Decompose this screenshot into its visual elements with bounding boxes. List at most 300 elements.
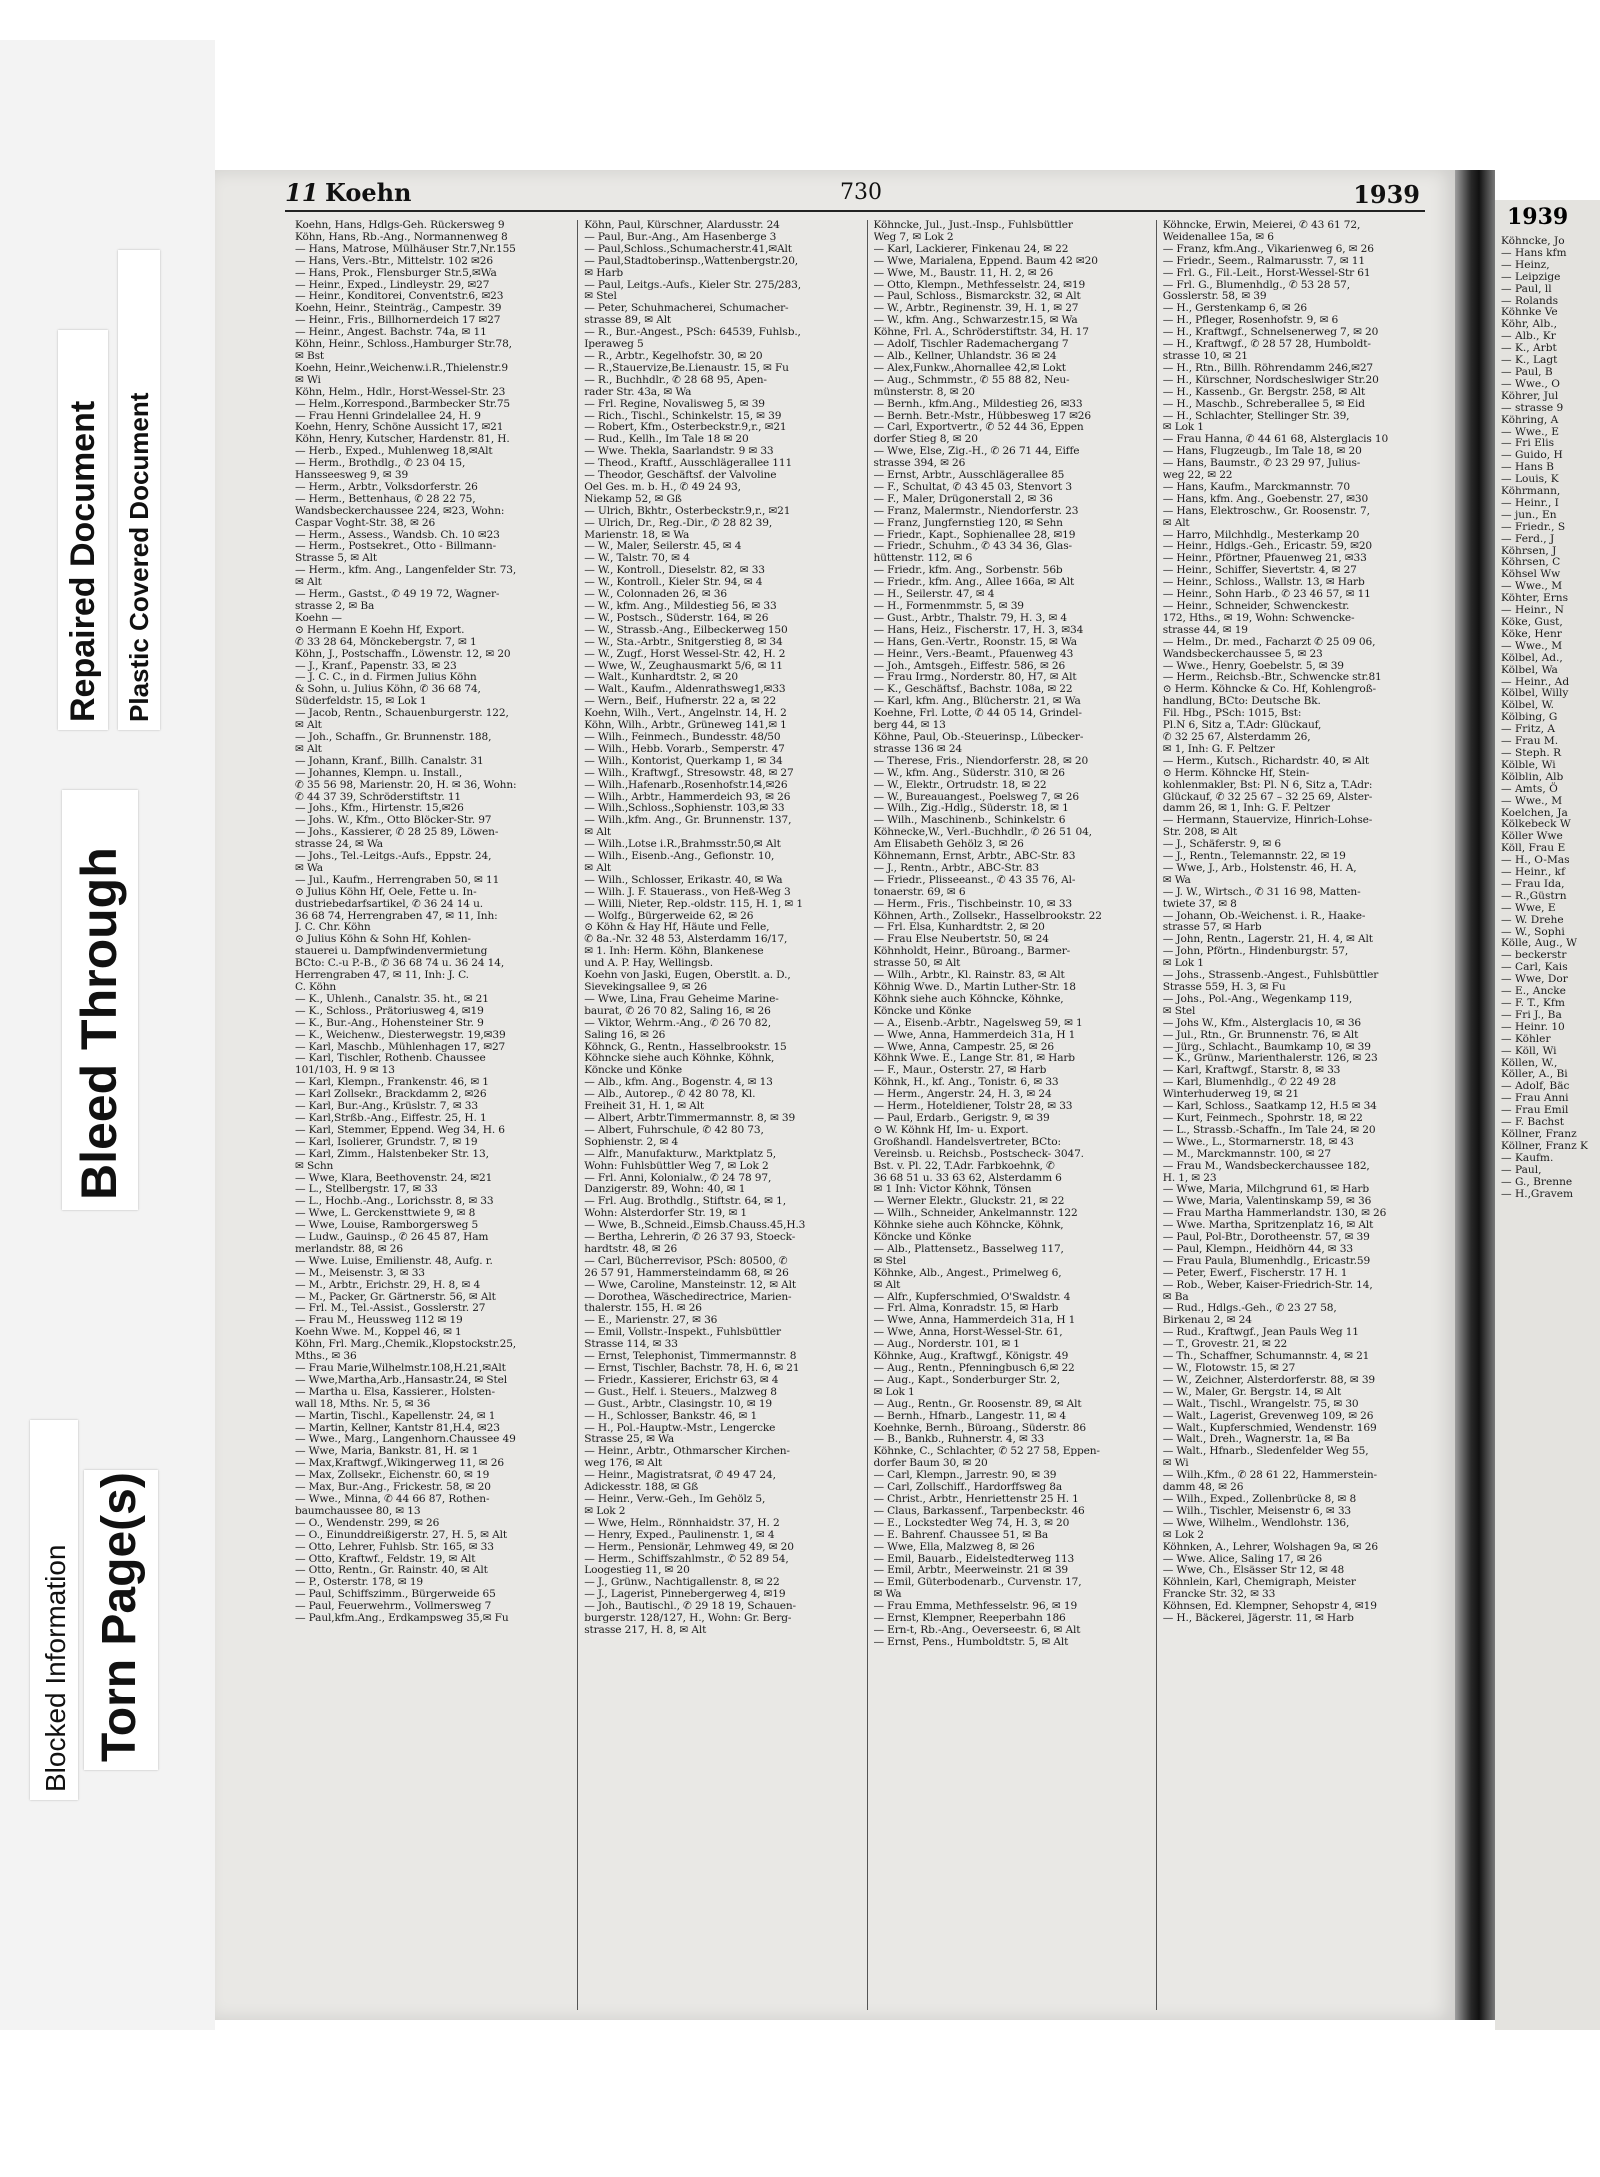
directory-entry: — Carl, Zollschiff., Hardorffsweg 8a xyxy=(873,1482,1062,1494)
directory-entry: — Heinr., Schneider, Schwenckestr. xyxy=(1162,601,1350,612)
directory-entry: — M., Arbtr., Erichstr. 29, H. 8, ✉ 4 xyxy=(295,1279,481,1291)
directory-entry: Pl.N 6, Sitz a, T.Adr: Glückauf, xyxy=(1162,720,1322,732)
directory-entry: ✉ Wi xyxy=(1162,1458,1189,1470)
directory-entry: — Heinr., Exped., Lindleystr. 29, ✉27 xyxy=(295,279,490,291)
directory-entry: — Karl, Kraftwgf., Starstr. 8, ✉ 33 xyxy=(1162,1065,1341,1077)
directory-entry: Koehn — xyxy=(295,612,342,624)
directory-entry: — Wilh., Schlosser, Erikastr. 40, ✉ Wa xyxy=(584,874,783,886)
directory-entry: — Paul, Bur.-Ang., Am Hasenberge 3 xyxy=(584,231,777,243)
directory-entry: — Wwe., Henry, Goebelstr. 5, ✉ 39 xyxy=(1162,660,1344,672)
directory-entry: Caspar Voght-Str. 38, ✉ 26 xyxy=(295,517,436,529)
directory-entry: — J., Rentn., Telemannstr. 22, ✉ 19 xyxy=(1162,851,1346,863)
directory-entry: — Paul, Schloss., Bismarckstr. 32, ✉ Alt xyxy=(873,291,1081,303)
directory-entry: Winterhuderweg 19, ✉ 21 xyxy=(1162,1089,1299,1101)
directory-entry: — Paul,Stadtoberinsp.,Wattenbergstr.20, xyxy=(584,255,799,267)
directory-entry: — Hans, Kaufm., Marckmannstr. 70 xyxy=(1162,481,1350,493)
directory-entry: ⊙ Köhn & Hay Hf, Häute und Felle, xyxy=(584,922,770,934)
directory-entry: — Frau Irmg., Norderstr. 80, H7, ✉ Alt xyxy=(873,672,1077,684)
directory-entry: ✉ Wi xyxy=(295,374,321,386)
directory-entry: — Hans, kfm. Ang., Goebenstr. 27, ✉30 xyxy=(1162,493,1369,505)
directory-entry: ✉ 1. Inh: Herm. Köhn, Blankenese xyxy=(584,946,764,958)
facing-page-entry: — Wwe, Dor xyxy=(1501,973,1568,986)
directory-entry: — Willi, Nieter, Rep.-oldstr. 115, H. 1, ✉ 1 xyxy=(584,898,803,910)
directory-entry: — J., Lagerist, Pinnebergerweg 4, ✉19 xyxy=(584,1589,786,1601)
directory-entry: — Johs., Tel.-Leitgs.-Aufs., Eppstr. 24, xyxy=(295,851,492,863)
facing-page-entry: — Paul, ll xyxy=(1501,282,1552,295)
directory-entry: — Rob., Weber, Kaiser-Friedrich-Str. 14, xyxy=(1162,1279,1373,1291)
directory-entry: — H., Kraftwgf., ✆ 28 57 28, Humboldt- xyxy=(1162,339,1371,351)
directory-entry: ✉ Wa xyxy=(295,862,323,874)
directory-entry: Strasse 25, ✉ Wa xyxy=(584,1434,674,1446)
directory-entry: — Emil, Arbtr., Meerweinstr. 21 ✉ 39 xyxy=(873,1565,1069,1577)
directory-entry: — F., Schultat, ✆ 43 45 03, Stenvort 3 xyxy=(873,481,1072,493)
facing-page-entry: Kölle, Aug., W xyxy=(1501,937,1578,950)
directory-entry: — Wwe, Wilhelm., Wendlohstr. 136, xyxy=(1162,1517,1350,1529)
directory-entry: — Bertha, Lehrerin, ✆ 26 37 93, Stoeck- xyxy=(584,1232,796,1244)
directory-entry: Bst. v. Pl. 22, T.Adr. Farbkoehnk, ✆ xyxy=(873,1160,1055,1172)
directory-entry: ✉ Lok 1 xyxy=(1162,958,1204,970)
directory-entry: ✉ Wa xyxy=(873,1589,902,1601)
directory-entry: und A. P. Hay, Wellingsb. xyxy=(584,958,713,970)
facing-page-entry: — Steph. R xyxy=(1501,746,1562,759)
directory-entry: — Max, Zollsekr., Eichenstr. 60, ✉ 19 xyxy=(295,1470,490,1482)
directory-entry: Adickesstr. 188, ✉ Gß xyxy=(584,1482,699,1494)
directory-entry: — Jul., Rtn., Gr. Brunnenstr. 76, ✉ Alt xyxy=(1162,1029,1359,1041)
column-4 xyxy=(1163,220,1445,2010)
directory-entry: Köhn, Henry, Kutscher, Hardenstr. 81, H. xyxy=(295,434,510,446)
directory-entry: — Herm., kfm. Ang., Langenfelder Str. 73, xyxy=(295,565,517,577)
facing-page-entry: Kölbing, G xyxy=(1501,711,1558,724)
directory-entry: ✉ Stel xyxy=(1162,1005,1196,1017)
directory-entry: — Karl, Bur.-Ang., Krüslstr. 7, ✉ 33 xyxy=(295,1101,478,1113)
header-page-number: 730 xyxy=(840,180,882,205)
facing-page-entry: — Leipzige xyxy=(1501,270,1561,283)
directory-entry: — Karl, Maschb., Mühlenhagen 17, ✉27 xyxy=(295,1041,506,1053)
directory-entry: Marienstr. 18, ✉ Wa xyxy=(584,529,690,541)
directory-entry: — H., Schlachter, Stellinger Str. 39, xyxy=(1162,410,1350,422)
directory-entry: ✉ Bst xyxy=(295,350,324,362)
page-gutter xyxy=(1455,170,1495,2020)
directory-entry: Koehn, Wilh., Vert., Angelnstr. 14, H. 2 xyxy=(584,708,787,720)
directory-entry: — Hans, Gen.-Vertr., Roonstr. 15, ✉ Wa xyxy=(873,636,1077,648)
directory-entry: — Otto, Kraftwf., Feldstr. 19, ✉ Alt xyxy=(295,1553,476,1565)
directory-entry: — W., Sta.-Arbtr., Snitgerstieg 8, ✉ 34 xyxy=(584,636,783,648)
directory-entry: — M., Marckmannstr. 100, ✉ 27 xyxy=(1162,1148,1331,1160)
directory-entry: — Th., Schaffner, Schumannstr. 4, ✉ 21 xyxy=(1162,1351,1370,1363)
facing-page-entry: — Frau Emil xyxy=(1501,1104,1569,1117)
directory-entry: ✆ 8a.-Nr. 32 48 53, Alsterdamm 16/17, xyxy=(584,934,788,946)
directory-entry: — Martin, Tischl., Kapellenstr. 24, ✉ 1 xyxy=(295,1410,496,1422)
directory-entry: — W., Maler, Seilerstr. 45, ✉ 4 xyxy=(584,541,742,553)
directory-entry: — Karl, Isolierer, Grundstr. 7, ✉ 19 xyxy=(295,1136,478,1148)
directory-entry: — Wwe, Ch., Elsässer Str 12, ✉ 48 xyxy=(1162,1565,1345,1577)
directory-entry: Süderfeldstr. 15, ✉ Lok 1 xyxy=(295,696,427,708)
facing-page-entry: Köhter, Erns xyxy=(1501,592,1569,605)
directory-entry: — Wilh.,kfm. Ang., Gr. Brunnenstr. 137, xyxy=(584,815,792,827)
directory-entry: Gosslerstr. 58, ✉ 39 xyxy=(1162,291,1267,303)
blocked-label-sticker xyxy=(30,1420,78,1800)
directory-entry: wall 18, Mths. Nr. 5, ✉ 36 xyxy=(295,1398,431,1410)
directory-entry: — W., kfm. Ang., Süderstr. 310, ✉ 26 xyxy=(873,767,1065,779)
directory-entry: strasse 24, ✉ Wa xyxy=(295,839,383,851)
directory-entry: — Wilh., Kontorist, Querkamp 1, ✉ 34 xyxy=(584,755,783,767)
directory-entry: — Herm., Fris., Tischbeinstr. 10, ✉ 33 xyxy=(873,898,1072,910)
directory-entry: Sophienstr. 2, ✉ 4 xyxy=(584,1136,679,1148)
directory-entry: dustriebedarfsartikel, ✆ 36 24 14 u. xyxy=(295,898,484,910)
directory-entry: — Paul, Klempn., Heidhörn 44, ✉ 33 xyxy=(1162,1243,1353,1255)
directory-entry: — K., Schloss., Prätoriusweg 4, ✉19 xyxy=(295,1005,484,1017)
directory-entry: — Viktor, Wehrm.-Ang., ✆ 26 70 82, xyxy=(584,1017,771,1029)
directory-entry: strasse 89, ✉ Alt xyxy=(584,315,672,327)
directory-entry: — Johs. W., Kfm., Otto Blöcker-Str. 97 xyxy=(295,815,492,827)
directory-entry: ✉ Harb xyxy=(584,267,623,279)
directory-entry: — Peter, Ewerf., Fischerstr. 17 H. 1 xyxy=(1162,1267,1348,1279)
directory-entry: — Heinr., Konditorei, Conventstr.6, ✉23 xyxy=(295,291,504,303)
directory-entry: ✉ Stel xyxy=(873,1255,907,1267)
directory-entry: — Jacob, Rentn., Schauenburgerstr. 122, xyxy=(295,708,509,720)
facing-page-entry: — Köhler xyxy=(1501,1032,1551,1045)
directory-entry: — Joh., Amtsgeh., Eiffestr. 586, ✉ 26 xyxy=(873,660,1066,672)
directory-entry: 36 68 74, Herrengraben 47, ✉ 11, Inh: xyxy=(295,910,498,922)
directory-entry: — Kurt, Feinmech., Spohrstr. 18, ✉ 22 xyxy=(1162,1112,1363,1124)
directory-entry: — Adolf, Tischler Rademachergang 7 xyxy=(873,339,1069,351)
directory-entry: strasse 10, ✉ 21 xyxy=(1162,350,1248,362)
directory-entry: — Gust., Arbtr., Thalstr. 79, H. 3, ✉ 4 xyxy=(873,612,1068,624)
directory-entry: ✉ Ba xyxy=(1162,1291,1189,1303)
facing-page-entry: Köller Wwe xyxy=(1501,830,1563,843)
directory-entry: — H., Maschb., Schreberallee 5, ✉ Eid xyxy=(1162,398,1365,410)
facing-page-entry: — W., Sophi xyxy=(1501,925,1565,938)
facing-page-entry: Kölbel, Ad., xyxy=(1501,651,1563,664)
directory-entry: — Heinr., Schloss., Wallstr. 13, ✉ Harb xyxy=(1162,577,1365,589)
directory-entry: — Heinr., Fris., Billhornerdeich 17 ✉27 xyxy=(295,315,501,327)
directory-entry: strasse 50, ✉ Alt xyxy=(873,958,961,970)
directory-entry: — W., kfm. Ang., Schwarzestr.15, ✉ Wa xyxy=(873,315,1078,327)
directory-entry: — Wilh.,Hafenarb.,Rosenhofstr.14,✉26 xyxy=(584,779,788,791)
directory-entry: strasse 217, H. 8, ✉ Alt xyxy=(584,1624,707,1636)
repaired-label: Repaired Document xyxy=(64,400,102,722)
directory-entry: — H., Seilerstr. 47, ✉ 4 xyxy=(873,589,995,601)
facing-page-entry: Köhrsen, C xyxy=(1501,556,1561,569)
directory-entry: — H., Rtn., Billh. Röhrendamm 246,✉27 xyxy=(1162,362,1374,374)
directory-entry: — Wilh., Tischler, Meisenstr 6, ✉ 33 xyxy=(1162,1505,1352,1517)
directory-entry: — Martin, Kellner, Kantstr 81,H.4, ✉23 xyxy=(295,1422,500,1434)
facing-page-entry: Kölble, Wi xyxy=(1501,758,1556,771)
directory-entry: — Wwe, Caroline, Mansteinstr. 12, ✉ Alt xyxy=(584,1279,797,1291)
directory-entry: — Wwe, Else, Zig.-H., ✆ 26 71 44, Eiffe xyxy=(873,446,1080,458)
directory-entry: — Paul, Pol-Btr., Dorotheenstr. 57, ✉ 39 xyxy=(1162,1232,1370,1244)
directory-entry: — W., Kontroll., Dieselstr. 82, ✉ 33 xyxy=(584,565,765,577)
facing-page-entry: — Paul, B xyxy=(1501,365,1553,378)
facing-page-entry: — Wwe., M xyxy=(1501,639,1563,652)
directory-entry: — Paul, Erdarb., Gerigstr. 9, ✉ 39 xyxy=(873,1112,1050,1124)
directory-entry: — Hans, Heiz., Fischerstr. 17, H. 3, ✉34 xyxy=(873,624,1084,636)
facing-page-entry: — Frau Anni xyxy=(1501,1092,1569,1105)
directory-entry: kohlenmakler, Bst: Pl. N 6, Sitz a, T.Adr: xyxy=(1162,779,1373,791)
directory-entry: ✉ Stel xyxy=(584,291,617,303)
directory-entry: — Wilh., Eisenb.-Ang., Gefionstr. 10, xyxy=(584,851,775,863)
directory-entry: — Ern-t, Rb.-Ang., Oeverseestr. 6, ✉ Alt xyxy=(873,1624,1081,1636)
facing-page-entry: — Fri Elis xyxy=(1501,437,1555,450)
directory-entry: — Frau M., Heussweg 112 ✉ 19 xyxy=(295,1315,463,1327)
directory-entry: — Herm., Kutsch., Richardstr. 40, ✉ Alt xyxy=(1162,755,1370,767)
directory-entry: Köhncke, Erwin, Meierei, ✆ 43 61 72, xyxy=(1162,220,1361,231)
facing-page-entry: — beckerstr xyxy=(1501,949,1567,962)
directory-entry: — Wwe. Luise, Emilienstr. 48, Aufg. r. xyxy=(295,1255,493,1267)
directory-entry: — Heinr., Pförtner, Pfauenweg 21, ✉33 xyxy=(1162,553,1367,565)
facing-page-entry: — Hans kfm xyxy=(1501,246,1567,259)
directory-entry: — W., Elektr., Ortrudstr. 18, ✉ 22 xyxy=(873,779,1047,791)
directory-entry: strasse 2, ✉ Ba xyxy=(295,601,375,612)
directory-entry: Koehn von Jaski, Eugen, Oberstlt. a. D., xyxy=(584,970,791,982)
facing-page-entry: Köller, A., Bi xyxy=(1501,1068,1568,1081)
directory-entry: Köhnke siehe auch Köhncke, Köhnk, xyxy=(873,1220,1064,1232)
directory-entry: — R.,Stauervize,Be.Lienaustr. 15, ✉ Fu xyxy=(584,362,789,374)
directory-entry: — Joh., Bautischl., ✆ 29 18 19, Schauen- xyxy=(584,1601,796,1613)
facing-page-entry: — F. Bachst xyxy=(1501,1116,1564,1129)
directory-entry: — Wwe. Alice, Saling 17, ✉ 26 xyxy=(1162,1553,1322,1565)
directory-entry: — O., Einunddreißigerstr. 27, H. 5, ✉ Alt xyxy=(295,1529,507,1541)
directory-entry: Köhne, Frl. A., Schröderstiftstr. 34, H. 17 xyxy=(873,327,1089,339)
facing-page-entry: — Fri J., Ba xyxy=(1501,1008,1562,1021)
directory-entry: ✉ Alt xyxy=(295,743,322,755)
directory-entry: Koehn, Henry, Schöne Aussicht 17, ✉21 xyxy=(295,422,504,434)
directory-entry: — Martha u. Elsa, Kassierer., Holsten- xyxy=(295,1386,495,1398)
directory-entry: Oel Ges. m. b. H., ✆ 49 24 93, xyxy=(584,481,741,493)
directory-entry: — Franz, Jungfernstieg 120, ✉ Sehn xyxy=(873,517,1063,529)
directory-entry: Weg 7, ✉ Lok 2 xyxy=(873,231,954,243)
directory-entry: berg 44, ✉ 13 xyxy=(873,720,946,732)
directory-entry: — Frl. G., Blumenhdlg., ✆ 53 28 57, xyxy=(1162,279,1350,291)
directory-entry: — Max, Bur.-Ang., Frickestr. 58, ✉ 20 xyxy=(295,1482,491,1494)
facing-page-entry: Köhnke Ve xyxy=(1501,306,1558,319)
directory-entry: — Karl, Tischler, Rothenb. Chaussee xyxy=(295,1053,486,1065)
directory-entry: — L., Hochb.-Ang., Lorichsstr. 8, ✉ 33 xyxy=(295,1196,494,1208)
directory-entry: C. Köhn xyxy=(295,982,337,993)
directory-entry: — Jul., Kaufm., Herrengraben 50, ✉ 11 xyxy=(295,874,500,886)
directory-entry: Köhnck, G., Rentn., Hasselbrookstr. 15 xyxy=(584,1041,787,1053)
directory-entry: — Wwe, Ella, Malzweg 8, ✉ 26 xyxy=(873,1541,1035,1553)
directory-entry: weg 22, ✉ 22 xyxy=(1162,470,1233,482)
directory-entry: — Frl. Anni, Kolonialw., ✆ 24 78 97, xyxy=(584,1172,772,1184)
facing-page-entry: — K., Lagt xyxy=(1501,354,1558,367)
directory-entry: & Sohn, u. Julius Köhn, ✆ 36 68 74, xyxy=(295,684,481,696)
directory-entry: BCto: C.-u P.-B., ✆ 36 68 74 u. 36 24 14, xyxy=(295,958,505,970)
directory-entry: — Ernst, Tischler, Bachstr. 78, H. 6, ✉ 21 xyxy=(584,1363,800,1374)
directory-entry: — Friedr., Kassierer, Erichstr 63, ✉ 4 xyxy=(584,1374,779,1386)
directory-entry: burgerstr. 128/127, H., Wohn: Gr. Berg- xyxy=(584,1613,792,1625)
directory-entry: thalerstr. 155, H. ✉ 26 xyxy=(584,1303,702,1315)
directory-entry: — Wilh., Exped., Zollenbrücke 8, ✉ 8 xyxy=(1162,1493,1357,1505)
directory-entry: Mths., ✉ 36 xyxy=(295,1351,357,1363)
facing-page-entry: — Rolands xyxy=(1501,294,1559,307)
directory-entry: tonaerstr. 69, ✉ 6 xyxy=(873,886,966,898)
directory-entry: — Otto, Rentn., Gr. Rainstr. 40, ✉ Alt xyxy=(295,1565,488,1577)
directory-entry: — Frl. G., Fil.-Leit., Horst-Wessel-Str 61 xyxy=(1162,267,1371,279)
directory-entry: weg 176, ✉ Alt xyxy=(584,1458,663,1470)
directory-entry: — Ernst, Pens., Humboldtstr. 5, ✉ Alt xyxy=(873,1636,1069,1648)
facing-page-entry: — Kaufm. xyxy=(1501,1151,1554,1164)
facing-page-entry: — Hans B xyxy=(1501,461,1554,474)
directory-entry: ✉ Wa xyxy=(1162,874,1191,886)
facing-page-entry: — Adolf, Bäc xyxy=(1501,1080,1570,1093)
directory-entry: strasse 57, ✉ Harb xyxy=(1162,922,1262,934)
directory-entry: — E., Lockstedter Weg 74, H. 3, ✉ 20 xyxy=(873,1517,1070,1529)
directory-entry: ✉ Lok 2 xyxy=(584,1505,626,1517)
directory-entry: — Christ., Arbtr., Henriettenstr 25 H. 1 xyxy=(873,1493,1079,1505)
facing-page-entry: — H., O-Mas xyxy=(1501,854,1570,867)
directory-entry: dorfer Stieg 8, ✉ 20 xyxy=(873,434,978,446)
directory-entry: Koehn Wwe. M., Koppel 46, ✉ 1 xyxy=(295,1327,462,1339)
directory-entry: ✉ 1 Inh: Victor Köhnk, Tönsen xyxy=(873,1184,1032,1196)
directory-entry: J. C. Chr. Köhn xyxy=(295,922,371,934)
directory-entry: — Dorothea, Wäschedirectrice, Marien- xyxy=(584,1291,792,1303)
directory-entry: — H., Bäckerei, Jägerstr. 11, ✉ Harb xyxy=(1162,1613,1354,1625)
directory-entry: Birkenau 2, ✉ 24 xyxy=(1162,1315,1252,1327)
directory-entry: — H., Pfleger, Rosenhofstr. 9, ✉ 6 xyxy=(1162,315,1339,327)
directory-entry: — F., Maur., Osterstr. 27, ✉ Harb xyxy=(873,1065,1047,1077)
directory-entry: — Ernst, Klempner, Reeperbahn 186 xyxy=(873,1613,1066,1625)
directory-entry: Koehnke, Bernh., Büroang., Süderstr. 86 xyxy=(873,1422,1086,1434)
directory-entry: H. 1, ✉ 23 xyxy=(1162,1172,1217,1184)
directory-entry: — Wwe. Thekla, Saarlandstr. 9 ✉ 33 xyxy=(584,446,774,458)
directory-entry: — Hermann, Stauervize, Hinrich-Lohse- xyxy=(1162,815,1373,827)
directory-entry: — Paul,Schloss.,Schumacherstr.41,✉Alt xyxy=(584,243,792,255)
directory-entry: — Johs W., Kfm., Alsterglacis 10, ✉ 36 xyxy=(1162,1017,1361,1029)
directory-entry: — Herb., Exped., Muhlenweg 18,✉Alt xyxy=(295,446,493,458)
directory-entry: — Alfr., Manufakturw., Marktplatz 5, xyxy=(584,1148,776,1160)
directory-entry: ✉ Lok 2 xyxy=(1162,1529,1204,1541)
facing-page-entry: — R.,Güstrn xyxy=(1501,889,1567,902)
directory-entry: baurat, ✆ 26 70 82, Saling 16, ✉ 26 xyxy=(584,1005,771,1017)
directory-entry: 172, Hths., ✉ 19, Wohn: Schwencke- xyxy=(1162,612,1355,624)
directory-entry: — H., Formenmmstr. 5, ✉ 39 xyxy=(873,601,1024,612)
directory-entry: Köhnke, Alb., Angest., Primelweg 6, xyxy=(873,1267,1062,1279)
facing-page-entry: — Köll, Wi xyxy=(1501,1044,1557,1057)
facing-page-entry: Köhring, A xyxy=(1501,413,1559,426)
directory-entry: — Wwe, M., Baustr. 11, H. 2, ✉ 26 xyxy=(873,267,1054,279)
directory-entry: ⊙ Herm. Köhncke Hf, Stein- xyxy=(1162,767,1310,779)
directory-entry: — Helm., Dr. med., Facharzt ✆ 25 09 06, xyxy=(1162,636,1376,648)
directory-entry: ✉ Alt xyxy=(873,1279,901,1291)
directory-entry: — Johann, Kranf., Billh. Canalstr. 31 xyxy=(295,755,484,767)
directory-entry: — Friedr., kfm. Ang., Sorbenstr. 56b xyxy=(873,565,1063,577)
directory-entry: — Wwe, Marialena, Eppend. Baum 42 ✉20 xyxy=(873,255,1098,267)
directory-entry: — Therese, Fris., Niendorferstr. 28, ✉ 20 xyxy=(873,755,1089,767)
directory-entry: — K., Uhlenh., Canalstr. 35. ht., ✉ 21 xyxy=(295,993,489,1005)
directory-entry: — Ulrich, Bkhtr., Osterbeckstr.9,r., ✉21 xyxy=(584,505,791,517)
directory-entry: — Wwe, Lina, Frau Geheime Marine- xyxy=(584,993,779,1005)
directory-entry: — M., Packer, Gr. Gärtnerstr. 56, ✉ Alt xyxy=(295,1291,496,1303)
directory-entry: — Wilh.,Schloss.,Sophienstr. 103,✉ 33 xyxy=(584,803,785,815)
directory-entry: — Gust., Arbtr., Clasingstr. 10, ✉ 19 xyxy=(584,1398,773,1410)
directory-entry: — Herm., Pensionär, Lehmweg 49, ✉ 20 xyxy=(584,1541,794,1553)
directory-entry: — Heinr., Vers.-Beamt., Pfauenweg 43 xyxy=(873,648,1074,660)
directory-entry: — A., Eisenb.-Arbtr., Nagelsweg 59, ✉ 1 xyxy=(873,1017,1083,1029)
directory-entry: — Rud., Kraftwgf., Jean Pauls Weg 11 xyxy=(1162,1327,1359,1339)
directory-entry: — Aug., Kapt., Sonderburger Str. 2, xyxy=(873,1374,1060,1386)
facing-page-entry: — Heinr., kf xyxy=(1501,866,1566,879)
facing-page-entry: — Frau Ida, xyxy=(1501,877,1565,890)
facing-page-entry: — Fritz, A xyxy=(1501,723,1555,736)
directory-entry: — H., Kürschner, Nordscheslwiger Str.20 xyxy=(1162,374,1379,386)
facing-page-entry: Köhrer, Jul xyxy=(1501,389,1559,402)
directory-entry: — Franz, Malermstr., Niendorferstr. 23 xyxy=(873,505,1079,517)
directory-entry: — Wwe, Anna, Campestr. 25, ✉ 26 xyxy=(873,1041,1054,1053)
directory-entry: — Alb., Kellner, Uhlandstr. 36 ✉ 24 xyxy=(873,350,1057,362)
directory-entry: ✆ 44 37 39, Schröderstiftstr. 11 xyxy=(295,791,461,803)
page-header xyxy=(285,178,1455,212)
directory-entry: — Friedr., Kapt., Sophienallee 28, ✉19 xyxy=(873,529,1076,541)
directory-entry: — Karl, Klempn., Frankenstr. 46, ✉ 1 xyxy=(295,1077,489,1089)
directory-entry: — Wwe, L. Gerckensttwiete 9, ✉ 8 xyxy=(295,1208,476,1220)
directory-entry: — Herm., Gastst., ✆ 49 19 72, Wagner- xyxy=(295,589,500,601)
directory-entry: — Claus, Barkassenf., Tarpenbeckstr. 46 xyxy=(873,1505,1085,1517)
directory-entry: Strasse 5, ✉ Alt xyxy=(295,553,378,565)
directory-entry: — Herm., Bettenhaus, ✆ 28 22 75, xyxy=(295,493,476,505)
facing-page-entry: — Heinr., N xyxy=(1501,604,1564,617)
directory-entry: ⊙ Julius Köhn & Sohn Hf, Kohlen- xyxy=(295,934,471,946)
facing-page-entry: Köhncke, Jo xyxy=(1501,235,1565,247)
directory-entry: — Carl, Klempn., Jarrestr. 90, ✉ 39 xyxy=(873,1470,1057,1482)
directory-entry: — Albert, Fuhrschule, ✆ 42 80 73, xyxy=(584,1124,764,1136)
facing-page-entry: — Friedr., S xyxy=(1501,520,1566,533)
directory-entry: Köhn, J., Postschaffn., Löwenstr. 12, ✉ 20 xyxy=(295,648,511,660)
directory-entry: Strasse 559, H. 3, ✉ Fu xyxy=(1162,982,1286,993)
directory-entry: — K., Weichenw., Diesterwegstr. 19,✉39 xyxy=(295,1029,506,1041)
facing-page-entry: — K., Arbt xyxy=(1501,342,1557,355)
header-year: 1939 xyxy=(1353,180,1420,209)
directory-entry: Iperaweg 5 xyxy=(584,339,644,351)
directory-entry: — Frau Henni Grindelallee 24, H. 9 xyxy=(295,410,481,422)
directory-entry: Köhnemann, Ernst, Arbtr., ABC-Str. 83 xyxy=(873,851,1076,863)
directory-entry: Köhnke, Aug., Kraftwgf., Königstr. 49 xyxy=(873,1351,1069,1363)
directory-entry: — Ernst, Telephonist, Timmermannstr. 8 xyxy=(584,1351,797,1363)
directory-entry: — Emil, Güterbodenarb., Curvenstr. 17, xyxy=(873,1577,1082,1589)
facing-page-entry: Köke, Gust, xyxy=(1501,616,1563,628)
directory-entry: ✉ Schn xyxy=(295,1160,334,1172)
facing-page-entry: Kölkebeck W xyxy=(1501,818,1571,831)
directory-entry: Köhnk Wwe. E., Lange Str. 81, ✉ Harb xyxy=(873,1053,1075,1065)
directory-entry: Köhnecke,W., Verl.-Buchhdlr., ✆ 26 51 04, xyxy=(873,827,1092,839)
directory-entry: — Alb., Autorep., ✆ 42 80 78, Kl. xyxy=(584,1089,756,1101)
directory-entry: — Walt., Hfnarb., Sledenfelder Weg 55, xyxy=(1162,1446,1369,1458)
column-2 xyxy=(584,220,867,2010)
directory-entry: — K., Bur.-Ang., Hohensteiner Str. 9 xyxy=(295,1017,484,1029)
directory-entry: Koehn, Heinr., Steinträg., Campestr. 39 xyxy=(295,303,502,315)
directory-entry: ⊙ Julius Köhn Hf, Oele, Fette u. In- xyxy=(295,886,477,898)
directory-entry: — Wern., Beif., Hufnerstr. 22 a, ✉ 22 xyxy=(584,696,777,708)
directory-entry: Köhnken, A., Lehrer, Wolshagen 9a, ✉ 26 xyxy=(1162,1541,1378,1553)
directory-entry: — Rud., Hdlgs.-Geh., ✆ 23 27 58, xyxy=(1162,1303,1337,1315)
directory-entry: — R., Arbtr., Kegelhofstr. 30, ✉ 20 xyxy=(584,350,763,362)
directory-entry: Wandsbeckerchaussee 224, ✉23, Wohn: xyxy=(295,505,505,517)
directory-entry: ✉ Alt xyxy=(295,720,322,732)
directory-entry: Köhnk siehe auch Köhncke, Köhnke, xyxy=(873,993,1064,1005)
directory-entry: — Johs., Pol.-Ang., Wegenkamp 119, xyxy=(1162,993,1353,1005)
directory-entry: — Wilh., Arbtr., Kl. Rainstr. 83, ✉ Alt xyxy=(873,970,1065,982)
directory-entry: — Rich., Tischl., Schinkelstr. 15, ✉ 39 xyxy=(584,410,782,422)
directory-entry: — K., Geschäftsf., Bachstr. 108a, ✉ 22 xyxy=(873,684,1073,696)
facing-page-entry: Kölblin, Alb xyxy=(1501,770,1564,783)
facing-page xyxy=(1495,200,1600,2030)
directory-entry: — E. Bahrenf. Chaussee 51, ✉ Ba xyxy=(873,1529,1049,1541)
directory-entry: Köhncke, Jul., Just.-Insp., Fuhlsbüttler xyxy=(873,220,1073,231)
facing-page-entry: Kölbel, W. xyxy=(1501,699,1554,712)
directory-entry: Sievekingsallee 9, ✉ 26 xyxy=(584,982,708,993)
facing-page-entry: Kölbel, Willy xyxy=(1501,687,1569,700)
facing-page-entry: — Amts, Ö xyxy=(1501,782,1558,795)
